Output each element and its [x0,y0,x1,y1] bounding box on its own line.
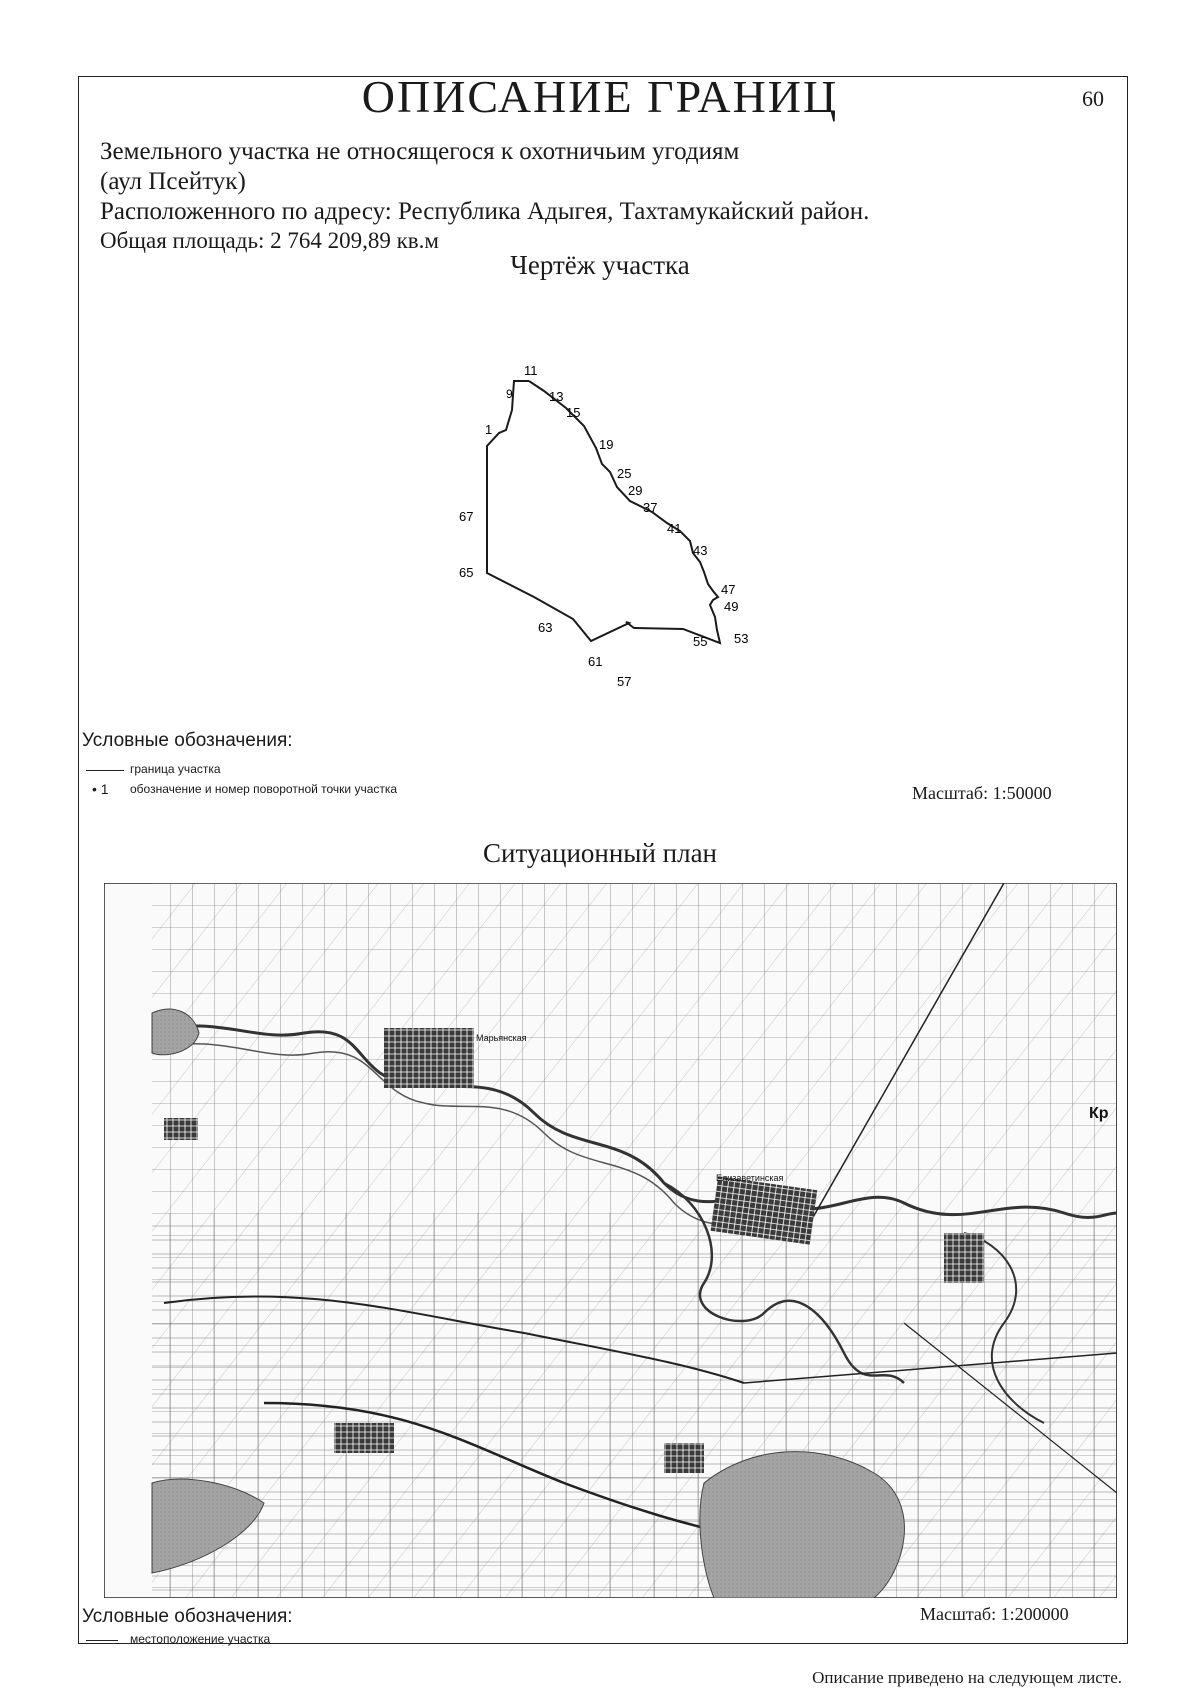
point-label: 49 [724,599,739,614]
footer-note: Описание приведено на следующем листе. [812,1668,1122,1687]
point-label: 57 [617,674,632,689]
point-label: 19 [599,437,614,452]
map-label-elizavetinskaya: Елизаветинская [716,1173,784,1183]
point-label: 65 [459,565,474,580]
point-label: 41 [667,521,682,536]
point-label: 25 [617,466,632,481]
boundary-line-symbol [86,770,124,771]
point-label: 11 [524,363,538,378]
plan-scale: Масштаб: 1:200000 [920,1604,1069,1624]
legend-title-bottom: Условные обозначения: [82,1606,293,1627]
legend-point-label: обозначение и номер поворотной точки участка [130,782,398,796]
point-label: 29 [628,483,643,498]
map-label-maryanskaya: Марьянская [476,1033,527,1043]
plan-heading: Ситуационный план [482,838,718,868]
legend-title: Условные обозначения: [82,730,293,751]
point-label: 13 [549,389,564,404]
point-label: 37 [643,500,658,515]
total-area-line: Общая площадь: 2 764 209,89 кв.м [100,228,439,253]
point-label: 47 [721,582,736,597]
point-label: 1 [485,422,493,437]
location-line-symbol [86,1640,118,1641]
point-label: 15 [566,405,581,420]
legend-location-label: местоположение участка [130,1632,271,1646]
point-label: 61 [588,654,603,669]
situational-map [104,883,1117,1598]
document-title: ОПИСАНИЕ ГРАНИЦ [361,71,839,122]
page-number: 60 [1082,86,1104,111]
point-marker-symbol: • 1 [92,781,109,797]
parcel-boundary-line [487,381,720,643]
parcel-description-line: Земельного участка не относящегося к охотничьим угодиям [100,138,740,165]
parcel-drawing [0,0,1200,720]
point-label: 63 [538,620,553,635]
address-line: Расположенного по адресу: Республика Адыгея, Тахтамукайский район. [100,198,870,225]
map-label-kr: Кр [1089,1105,1109,1122]
point-label: 67 [459,509,474,524]
point-label: 53 [734,631,749,646]
point-label: 9 [506,387,513,401]
drawing-scale: Масштаб: 1:50000 [912,783,1052,803]
village-name-line: (аул Псейтук) [100,168,246,195]
drawing-heading: Чертёж участка [510,250,690,280]
point-label: 55 [693,634,708,649]
point-label: 43 [693,543,708,558]
legend-boundary-label: граница участка [130,762,221,776]
